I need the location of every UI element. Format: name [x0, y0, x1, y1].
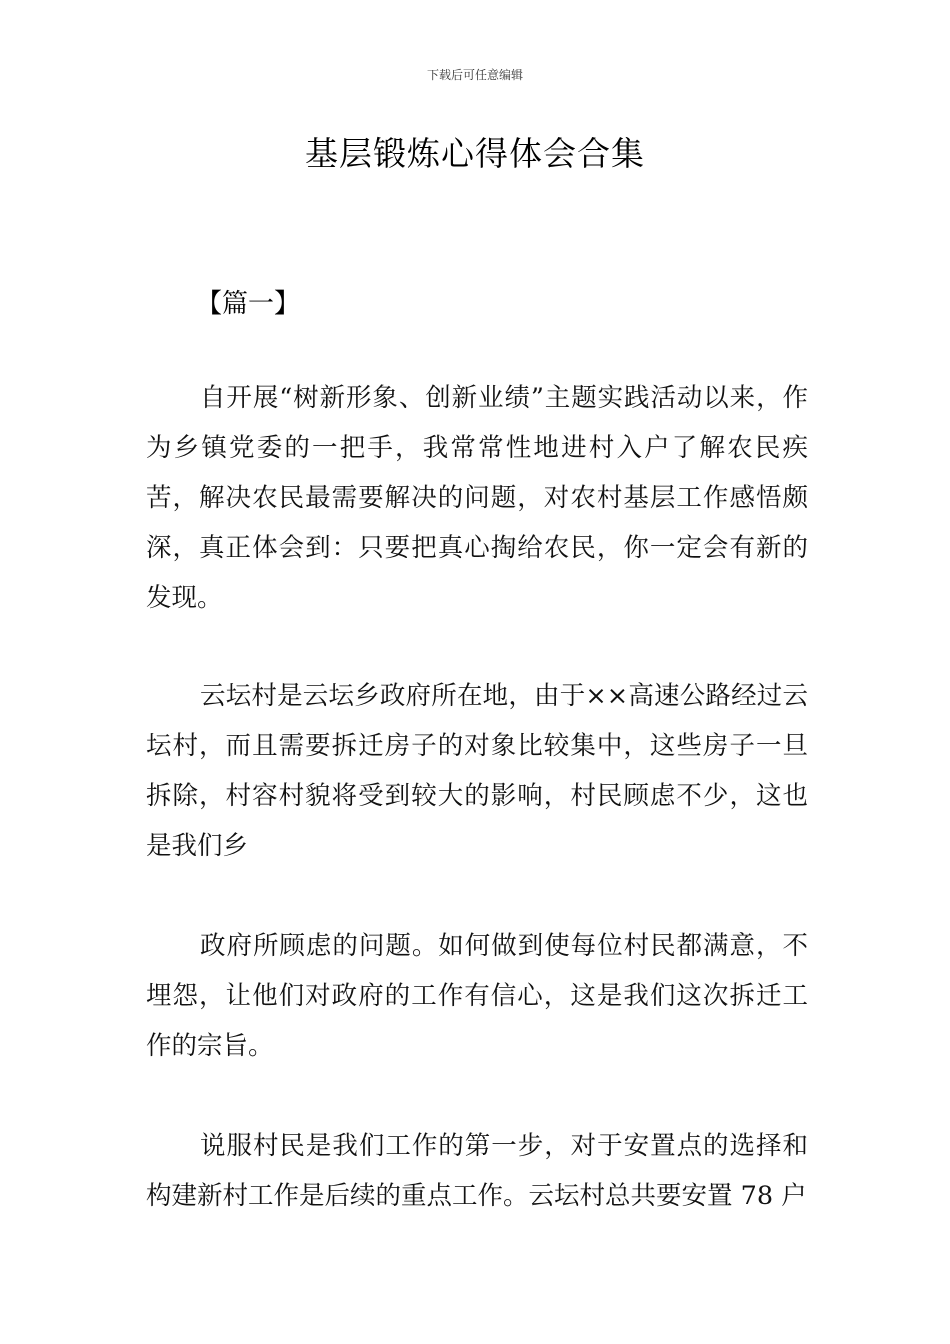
document-title: 基层锻炼心得体会合集: [305, 134, 645, 173]
paragraph-1: 自开展“树新形象、创新业绩”主题实践活动以来，作为乡镇党委的一把手，我常常性地进村入户了解农民疾苦，解决农民最需要解决的问题，对农村基层工作感悟颇深，真正体会到：只要把真心掏给农民，你一定会有新的发现。: [146, 383, 808, 613]
header-note: 下载后可任意编辑: [426, 68, 523, 82]
section-heading: 【篇一】: [196, 289, 301, 319]
paragraph-4: 说服村民是我们工作的第一步，对于安置点的选择和构建新村工作是后续的重点工作。云坛村总共要安置 78 户: [146, 1131, 808, 1211]
paragraph-2: 云坛村是云坛乡政府所在地，由于××高速公路经过云坛村，而且需要拆迁房子的对象比较集中，这些房子一旦拆除，村容村貌将受到较大的影响，村民顾虑不少，这也是我们乡: [146, 681, 808, 861]
paragraph-3: 政府所顾虑的问题。如何做到使每位村民都满意，不埋怨，让他们对政府的工作有信心，这是我们这次拆迁工作的宗旨。: [146, 931, 808, 1061]
